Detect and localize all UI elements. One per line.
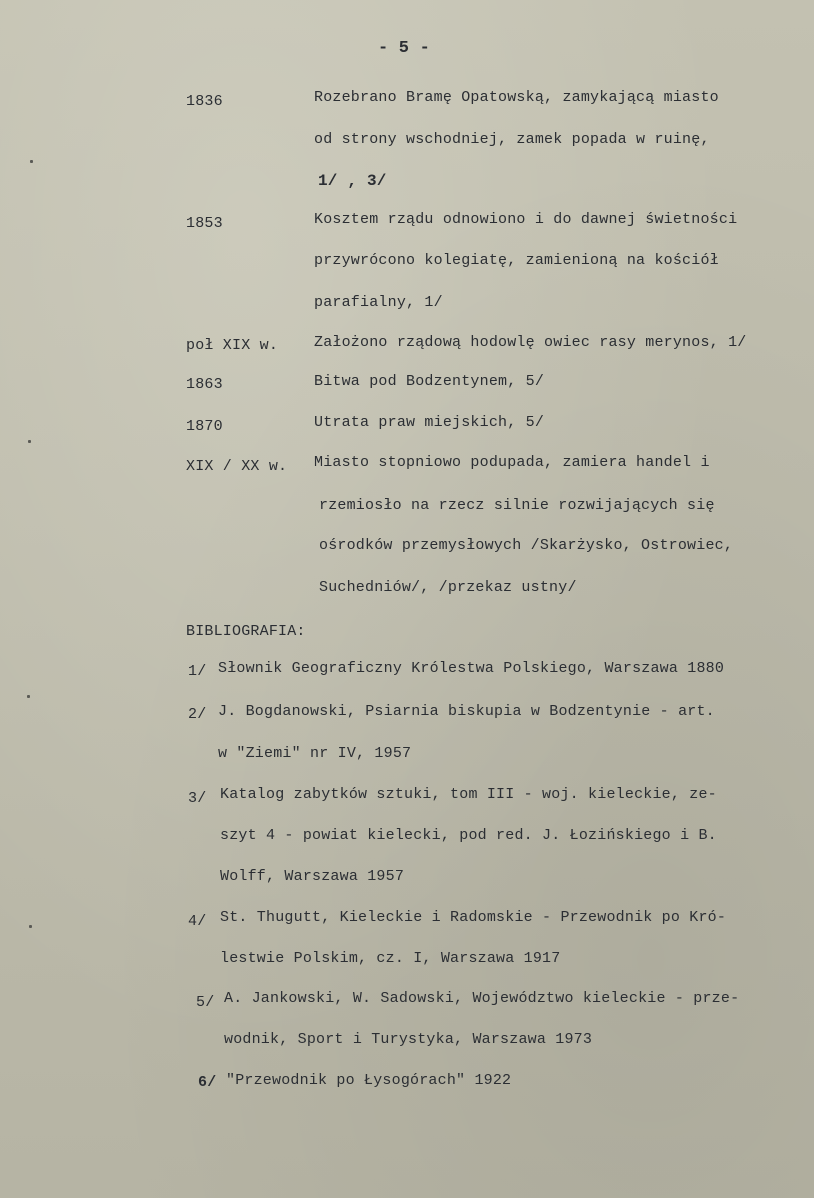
bibliography-heading: BIBLIOGRAFIA: bbox=[186, 623, 306, 640]
page-number: - 5 - bbox=[378, 39, 431, 58]
chronology-line: przywrócono kolegiatę, zamienioną na kościół bbox=[314, 252, 719, 269]
chronology-line: 1/ , 3/ bbox=[318, 172, 387, 190]
chronology-year: poł XIX w. bbox=[186, 337, 279, 354]
bibliography-entry-line: J. Bogdanowski, Psiarnia biskupia w Bodzentynie - art. bbox=[218, 703, 715, 720]
bibliography-entry-line: szyt 4 - powiat kielecki, pod red. J. Łozińskiego i B. bbox=[220, 827, 717, 844]
chronology-year: 1853 bbox=[186, 215, 223, 232]
bibliography-number: 2/ bbox=[188, 706, 207, 723]
bibliography-entry-line: Katalog zabytków sztuki, tom III - woj. kieleckie, ze- bbox=[220, 786, 717, 803]
bibliography-entry-line: wodnik, Sport i Turystyka, Warszawa 1973 bbox=[224, 1031, 593, 1048]
chronology-line: Utrata praw miejskich, 5/ bbox=[314, 414, 545, 431]
bibliography-number: 1/ bbox=[188, 663, 207, 680]
chronology-line: Miasto stopniowo podupada, zamiera handel i bbox=[314, 454, 710, 471]
bibliography-entry-line: w "Ziemi" nr IV, 1957 bbox=[218, 745, 412, 762]
bibliography-number: 4/ bbox=[188, 913, 207, 930]
chronology-year: 1836 bbox=[186, 93, 223, 110]
chronology-line: od strony wschodniej, zamek popada w ruinę, bbox=[314, 131, 710, 148]
bibliography-entry-line: "Przewodnik po Łysogórach" 1922 bbox=[226, 1072, 512, 1089]
bibliography-entry-line: Wolff, Warszawa 1957 bbox=[220, 868, 405, 885]
chronology-year: 1863 bbox=[186, 376, 223, 393]
chronology-line: parafialny, 1/ bbox=[314, 294, 443, 311]
bibliography-number: 6/ bbox=[198, 1074, 217, 1091]
bibliography-entry-line: A. Jankowski, W. Sadowski, Województwo kieleckie - prze- bbox=[224, 990, 740, 1007]
chronology-year: XIX / XX w. bbox=[186, 458, 288, 475]
chronology-line: Suchedniów/, /przekaz ustny/ bbox=[319, 579, 577, 596]
chronology-line: Rozebrano Bramę Opatowską, zamykającą miasto bbox=[314, 89, 719, 106]
scan-speck bbox=[27, 695, 30, 698]
scan-speck bbox=[30, 160, 33, 163]
bibliography-entry-line: Słownik Geograficzny Królestwa Polskiego, Warszawa 1880 bbox=[218, 660, 725, 677]
scan-speck bbox=[28, 440, 31, 443]
chronology-year: 1870 bbox=[186, 418, 223, 435]
bibliography-entry-line: St. Thugutt, Kieleckie i Radomskie - Przewodnik po Kró- bbox=[220, 909, 727, 926]
bibliography-number: 3/ bbox=[188, 790, 207, 807]
chronology-line: ośrodków przemysłowych /Skarżysko, Ostrowiec, bbox=[319, 537, 734, 554]
bibliography-entry-line: lestwie Polskim, cz. I, Warszawa 1917 bbox=[220, 950, 561, 967]
chronology-line: Kosztem rządu odnowiono i do dawnej świetności bbox=[314, 211, 738, 228]
chronology-line: Założono rządową hodowlę owiec rasy merynos, 1/ bbox=[314, 334, 747, 351]
chronology-line: rzemiosło na rzecz silnie rozwijających się bbox=[319, 497, 715, 514]
chronology-line: Bitwa pod Bodzentynem, 5/ bbox=[314, 373, 545, 390]
scan-speck bbox=[29, 925, 32, 928]
bibliography-number: 5/ bbox=[196, 994, 215, 1011]
